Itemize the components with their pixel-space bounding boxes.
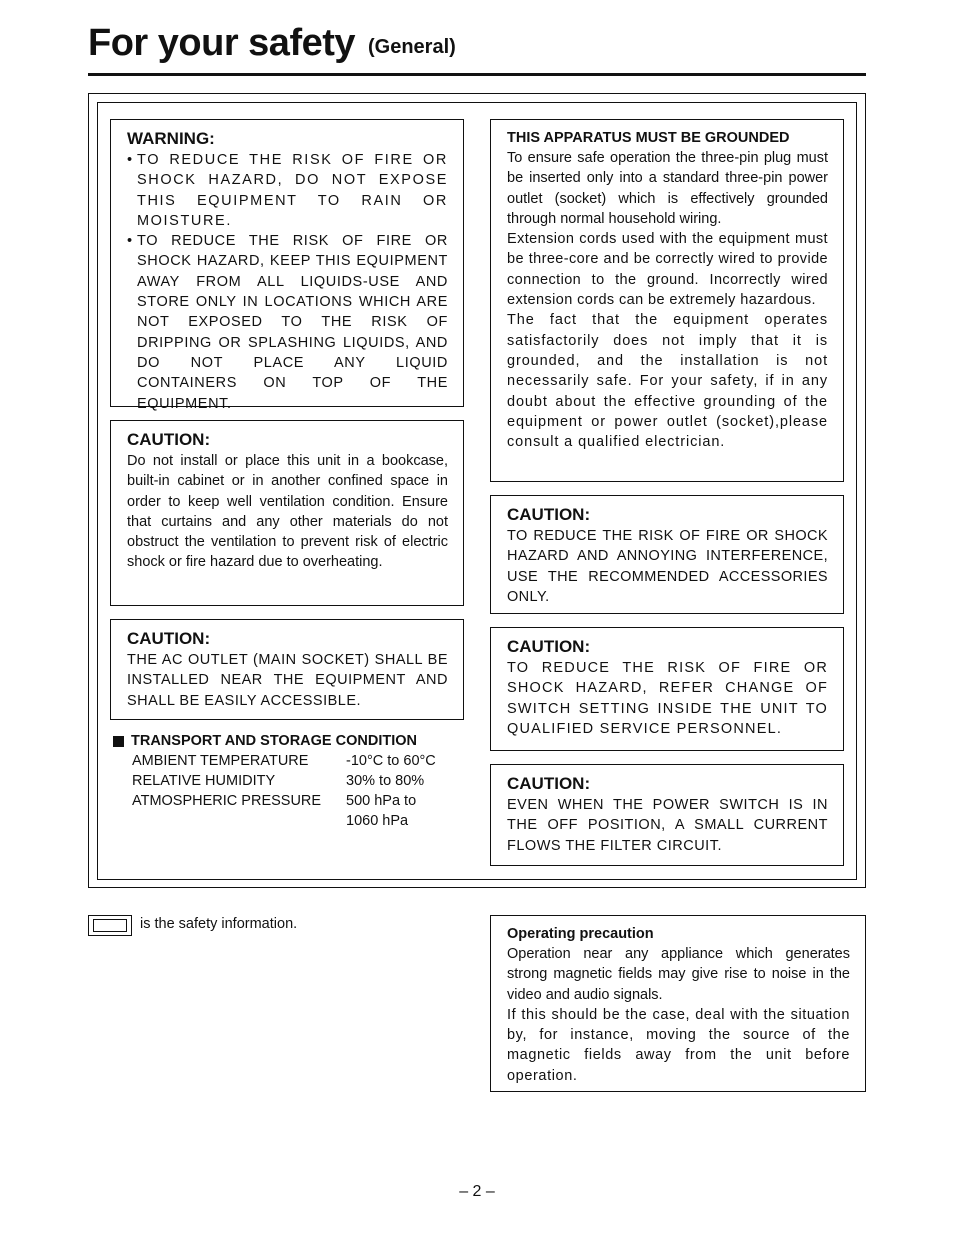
square-bullet-icon	[113, 736, 124, 747]
caution-power-text: EVEN WHEN THE POWER SWITCH IS IN THE OFF POSITION, A SMALL CURRENT FLOWS THE FILTER CIRCUIT.	[507, 797, 828, 854]
caution-heading: CAUTION:	[127, 629, 211, 648]
caution-heading: CAUTION:	[507, 637, 591, 656]
caution-heading: CAUTION:	[127, 430, 211, 449]
legend-text: is the safety information.	[140, 916, 298, 932]
transport-label: RELATIVE HUMIDITY	[132, 773, 276, 789]
caution-switch-text: TO REDUCE THE RISK OF FIRE OR SHOCK HAZARD, REFER CHANGE OF SWITCH SETTING INSIDE THE UNIT TO QUALIFIED SERVICE PERSONNEL.	[507, 660, 828, 737]
grounded-paragraph: To ensure safe operation the three-pin plug must be inserted only into a standard three-pin power outlet (socket) which is effectively grounded through normal household wiring.	[507, 150, 828, 227]
grounded-paragraph: Extension cords used with the equipment must be three-core and be correctly wired to provide connection to the ground. Incorrectly wired extension cords can be extremely hazardous.	[507, 231, 828, 309]
caution-accessories-text: TO REDUCE THE RISK OF FIRE OR SHOCK HAZARD AND ANNOYING INTERFERENCE, USE THE RECOMMENDED ACCESSORIES ONLY.	[507, 528, 828, 605]
caution-bookcase-text: Do not install or place this unit in a bookcase, built-in cabinet or in another confined space in order to keep well ventilation condition. Ensure that curtains and any other materials do not obstruct the ventilation to prevent risk of electric shock or fire hazard due to overheating.	[127, 453, 448, 571]
grounded-text	[507, 148, 828, 452]
caution-switch-box	[490, 627, 844, 751]
page-title: For your safety	[88, 22, 356, 64]
safety-info-symbol-icon	[88, 915, 132, 936]
transport-value: -10°C to 60°C	[346, 753, 436, 769]
operating-precaution-box	[490, 915, 866, 1092]
caution-outlet-text: THE AC OUTLET (MAIN SOCKET) SHALL BE INSTALLED NEAR THE EQUIPMENT AND SHALL BE EASILY ACCESSIBLE.	[127, 652, 448, 709]
transport-label: ATMOSPHERIC PRESSURE	[132, 793, 322, 809]
transport-heading-text: TRANSPORT AND STORAGE CONDITION	[131, 733, 417, 749]
caution-bookcase-box	[110, 420, 464, 606]
caution-outlet-box	[110, 619, 464, 720]
grounded-paragraph: The fact that the equipment operates satisfactorily does not imply that it is grounded, and the installation is not necessarily safe. For your safety, if in any doubt about the effective grounding of the equipment or power outlet (socket),please consult a qualified electrician.	[507, 312, 828, 451]
transport-heading	[113, 731, 417, 751]
grounded-box	[490, 119, 844, 482]
title-rule	[88, 73, 866, 76]
caution-heading: CAUTION:	[507, 505, 591, 524]
warning-bullet-text: TO REDUCE THE RISK OF FIRE OR SHOCK HAZARD, KEEP THIS EQUIPMENT AWAY FROM ALL LIQUIDS-USE AND STORE ONLY IN LOCATIONS WHICH ARE NOT EXPOSED TO THE RISK OF DRIPPING OR SPLASHING LIQUIDS, AND DO NOT PLACE ANY LIQUID CONTAINERS ON TOP OF THE EQUIPMENT.	[137, 233, 448, 412]
operating-paragraph: Operation near any appliance which generates strong magnetic fields may give rise to noise in the video and audio signals.	[507, 946, 850, 1003]
caution-power-box	[490, 764, 844, 866]
transport-value: 1060 hPa	[346, 813, 409, 829]
transport-value: 500 hPa to	[346, 793, 417, 809]
operating-heading: Operating precaution	[507, 926, 654, 942]
page-number: – 2 –	[459, 1183, 495, 1200]
operating-text	[507, 944, 850, 1086]
warning-box	[110, 119, 464, 412]
grounded-heading: THIS APPARATUS MUST BE GROUNDED	[507, 130, 790, 146]
transport-value: 30% to 80%	[346, 773, 425, 789]
warning-bullet-text: TO REDUCE THE RISK OF FIRE OR SHOCK HAZARD, DO NOT EXPOSE THIS EQUIPMENT TO RAIN OR MOISTURE.	[137, 152, 448, 229]
operating-paragraph: If this should be the case, deal with the situation by, for instance, moving the source of the magnetic fields away from the unit before operation.	[507, 1006, 850, 1084]
transport-label: AMBIENT TEMPERATURE	[132, 753, 309, 769]
warning-bullet: • TO REDUCE THE RISK OF FIRE OR SHOCK HAZARD, DO NOT EXPOSE THIS EQUIPMENT TO RAIN OR MOISTURE.	[127, 150, 448, 231]
warning-heading: WARNING:	[127, 129, 215, 148]
caution-heading: CAUTION:	[507, 774, 591, 793]
page-subtitle: (General)	[368, 36, 456, 58]
warning-bullet: • TO REDUCE THE RISK OF FIRE OR SHOCK HAZARD, KEEP THIS EQUIPMENT AWAY FROM ALL LIQUIDS-USE AND STORE ONLY IN LOCATIONS WHICH ARE NOT EXPOSED TO THE RISK OF DRIPPING OR SPLASHING LIQUIDS, AND DO NOT PLACE ANY LIQUID CONTAINERS ON TOP OF THE EQUIPMENT.	[127, 231, 448, 414]
caution-accessories-box	[490, 495, 844, 614]
